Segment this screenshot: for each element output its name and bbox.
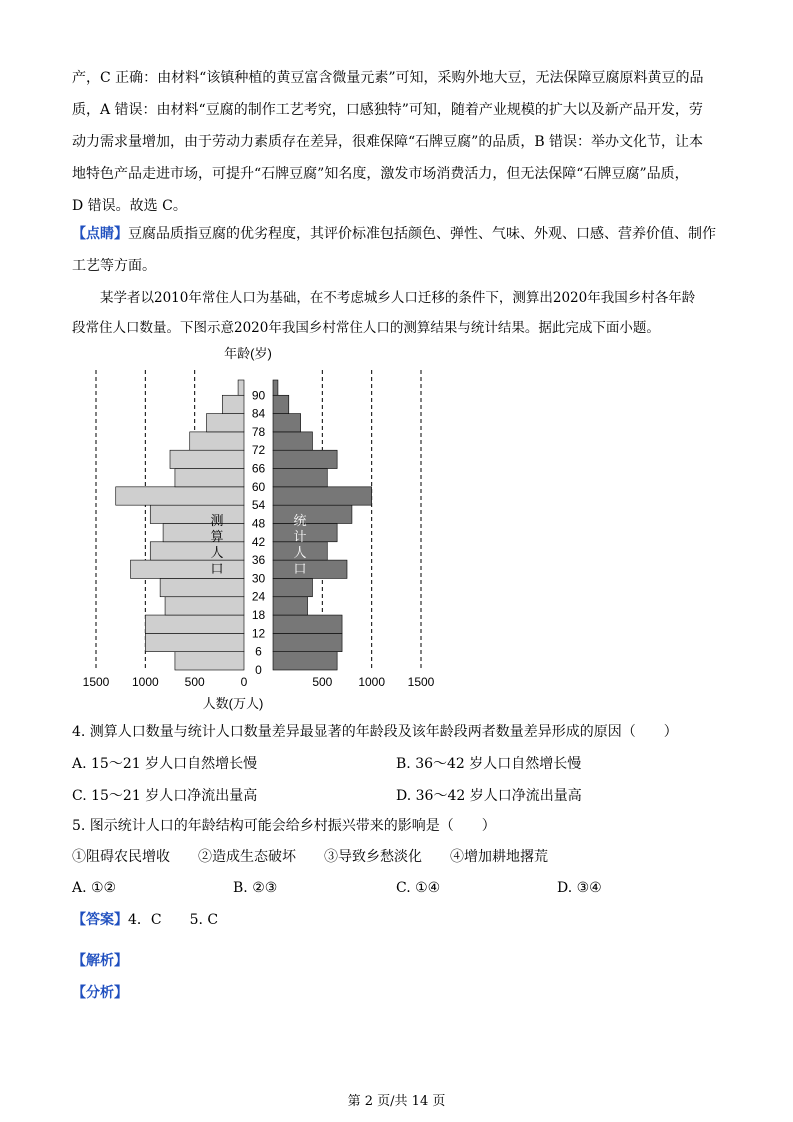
bar-estimated [165, 597, 244, 615]
intro-line: 段常住人口数量。下图示意2020年我国乡村常住人口的测算结果与统计结果。据此完成下面小题。 [72, 320, 660, 336]
bar-estimated [145, 615, 244, 633]
y-tick-label: 12 [251, 626, 266, 641]
series-label-char: 算 [210, 529, 224, 544]
bar-statistical [273, 395, 289, 413]
y-tick-label: 90 [251, 388, 266, 403]
bar-statistical [273, 578, 312, 596]
y-tick-label: 54 [251, 498, 266, 513]
question-items: ①阻碍农民增收 ②造成生态破坏 ③导致乡愁淡化 ④增加耕地撂荒 [72, 849, 548, 865]
bar-estimated [163, 523, 244, 541]
y-tick-label: 84 [251, 406, 266, 421]
bar-statistical [273, 633, 342, 651]
x-tick-label: 0 [240, 675, 248, 689]
jiexi-tag: 【解析】 [72, 953, 128, 969]
bar-statistical [273, 432, 312, 450]
x-tick-label: 1000 [131, 675, 159, 689]
series-label-char: 口 [293, 561, 307, 576]
option-d: D. ③④ [557, 880, 602, 896]
bar-statistical [273, 597, 308, 615]
bar-statistical [273, 560, 347, 578]
y-tick-label: 60 [251, 479, 266, 494]
option-b: B. ②③ [233, 880, 278, 896]
population-pyramid-chart [78, 340, 458, 720]
y-tick-label: 0 [255, 663, 262, 677]
y-tick-label: 36 [251, 553, 266, 568]
answer-text: 4．C 5. C [128, 912, 219, 928]
text-line: 工艺等方面。 [72, 258, 156, 274]
intro-line: 某学者以2010年常住人口为基础，在不考虑城乡人口迁移的条件下，测算出2020年我国乡村各年龄 [100, 290, 696, 306]
x-tick-label: 1000 [358, 675, 386, 689]
bar-estimated [145, 633, 244, 651]
bar-statistical [273, 469, 327, 487]
bar-estimated [116, 487, 244, 505]
question-stem: 5. 图示统计人口的年龄结构可能会给乡村振兴带来的影响是（ ） [72, 818, 496, 834]
y-tick-label: 48 [251, 516, 266, 531]
option-c: C. 15～21 岁人口净流出量高 [72, 788, 258, 804]
y-tick-label: 6 [255, 644, 262, 659]
x-axis-label: 人数(万人) [202, 696, 264, 711]
bar-statistical [273, 487, 372, 505]
option-d: D. 36～42 岁人口净流出量高 [396, 788, 582, 804]
page-footer: 第 2 页/共 14 页 [347, 1094, 446, 1109]
x-tick-label: 1500 [407, 675, 435, 689]
option-b: B. 36～42 岁人口自然增长慢 [396, 756, 582, 772]
bar-statistical [273, 615, 342, 633]
bar-estimated [150, 542, 244, 560]
series-label-char: 口 [210, 561, 224, 576]
series-label-char: 人 [210, 545, 224, 560]
bar-statistical [273, 450, 337, 468]
text-line: 动力需求量增加，由于劳动力素质存在差异，很难保障“石牌豆腐”的品质，B 错误：举办文化节，让本 [72, 134, 704, 150]
text-line: 质，A 错误：由材料“豆腐的制作工艺考究，口感独特”可知，随着产业规模的扩大以及新产品开发，劳 [72, 102, 703, 118]
y-tick-label: 18 [251, 608, 266, 623]
bar-estimated [150, 505, 244, 523]
bar-estimated [190, 432, 244, 450]
fenxi-tag: 【分析】 [72, 985, 128, 1001]
bar-estimated [170, 450, 244, 468]
x-tick-label: 500 [312, 675, 333, 689]
x-tick-label: 1500 [82, 675, 110, 689]
answer-tag: 【答案】 [72, 912, 128, 928]
option-a: A. ①② [72, 880, 117, 896]
bar-estimated [222, 395, 244, 413]
bar-estimated [131, 560, 244, 578]
option-a: A. 15～21 岁人口自然增长慢 [72, 756, 258, 772]
bar-estimated [160, 578, 244, 596]
text-line: 产，C 正确：由材料“该镇种植的黄豆富含微量元素”可知，采购外地大豆，无法保障豆腐原料黄豆的品 [72, 70, 704, 86]
series-label-char: 人 [293, 545, 307, 560]
bar-estimated [175, 652, 244, 670]
text-line: D 错误。故选 C。 [72, 198, 187, 214]
y-tick-label: 78 [251, 424, 266, 439]
option-c: C. ①④ [396, 880, 441, 896]
y-tick-label: 24 [251, 589, 266, 604]
bar-statistical [273, 414, 301, 432]
bar-estimated [175, 469, 244, 487]
series-label-char: 计 [293, 529, 307, 544]
series-label-char: 测 [210, 513, 224, 528]
y-tick-label: 30 [251, 571, 266, 586]
question-stem: 4. 测算人口数量与统计人口数量差异最显著的年龄段及该年龄段两者数量差异形成的原因（ ） [72, 724, 678, 740]
bar-statistical [273, 652, 337, 670]
series-label-char: 统 [293, 513, 307, 528]
y-axis-label: 年龄(岁) [224, 346, 272, 361]
dianjing-tag: 【点睛】 [72, 226, 128, 242]
bar-estimated [207, 414, 244, 432]
bar-statistical [273, 380, 278, 395]
y-tick-label: 42 [251, 534, 266, 549]
y-tick-label: 72 [251, 443, 266, 458]
text-line: 地特色产品走进市场，可提升“石牌豆腐”知名度，激发市场消费活力，但无法保障“石牌豆腐”品质， [72, 166, 689, 182]
bar-estimated [238, 380, 244, 395]
text-line: 豆腐品质指豆腐的优劣程度，其评价标准包括颜色、弹性、气味、外观、口感、营养价值、制作 [128, 226, 716, 242]
bar-statistical [273, 505, 352, 523]
x-tick-label: 500 [184, 675, 205, 689]
y-tick-label: 66 [251, 461, 266, 476]
